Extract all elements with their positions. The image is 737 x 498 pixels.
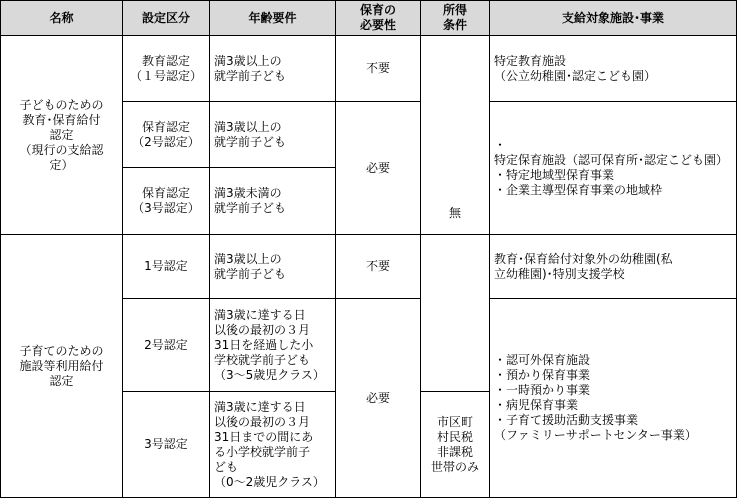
group2-row2-category: 2号認定 (144, 337, 188, 352)
group1-row1-category: 教育認定 （１号認定） (129, 53, 202, 83)
list-item: ・病児保育事業 (494, 398, 579, 412)
group2-row3-age: 満3歳に達する日 以後の最初の３月 31日までの間にあ る小学校就学前子 ども （0～2歳児クラス） (214, 399, 325, 489)
list-item: ・預かり保育事業 (494, 368, 591, 382)
group1-row3-age: 満3歳未満の 就学前子ども (214, 186, 287, 215)
group1-row3-category: 保育認定 （3号認定） (132, 186, 200, 215)
grid-line (335, 0, 336, 498)
grid-line (420, 0, 421, 498)
group1-need-rest: 必要 (365, 160, 390, 175)
header-name: 名称 (1, 1, 122, 35)
grid-line (122, 391, 336, 392)
group2-facility-rest (494, 299, 736, 497)
group1-facility-rest (494, 102, 736, 234)
group2-facility-first: 教育･保育給付対象外の幼稚園(私 立幼稚園)･特別支援学校 (494, 251, 673, 281)
grid-line (209, 0, 210, 498)
header-category: 設定区分 (123, 1, 209, 35)
grid-line (420, 391, 490, 392)
grid-line (489, 101, 737, 102)
list-item: ・子育て援助活動支援事業 （ファミリーサポートセンター事業） (494, 413, 697, 442)
grid-line (122, 0, 123, 498)
header-need: 保育の 必要性 (336, 1, 420, 35)
header-age: 年齢要件 (210, 1, 335, 35)
group1-facility-first: 特定教育施設 （公立幼稚園･認定こども園） (494, 53, 657, 83)
group2-row1-age: 満3歳以上の 就学前子ども (214, 251, 287, 281)
grid-line (489, 298, 737, 299)
grid-line (0, 234, 737, 235)
income-exempt: 市区町 村民税 非課税 世帯のみ (430, 414, 479, 474)
grid-line (0, 0, 737, 1)
list-item: ・企業主導型保育事業の地域枠 (494, 183, 663, 197)
group2-row1-category: 1号認定 (144, 259, 188, 273)
grid-line (122, 101, 421, 102)
header-facility: 支給対象施設･事業 (490, 1, 736, 35)
group2-facility-list (494, 353, 697, 443)
group1-row1-age: 満3歳以上の 就学前子ども (214, 53, 287, 83)
group1-need-first: 不要 (365, 61, 390, 75)
group2-row2-age: 満3歳に達する日 以後の最初の３月 31日を経過した小 学校就学前子ども （3～5歳児クラス） (214, 307, 325, 382)
grid-line (0, 0, 1, 498)
grid-line (122, 167, 336, 168)
group2-row3-category: 3号認定 (144, 437, 188, 451)
group2-name: 子育てのための 施設等利用給付 認定 (19, 343, 104, 388)
header-income: 所得 条件 (421, 1, 489, 35)
income-none: 無 (448, 206, 461, 220)
group1-row2-age: 満3歳以上の 就学前子ども (214, 119, 287, 149)
group2-need-first: 不要 (365, 259, 390, 273)
list-item: ・特定地域型保育事業 (494, 168, 615, 182)
group2-need-rest: 必要 (365, 390, 390, 405)
list-item: ・特定保育施設（認可保育所･認定こども園） (494, 138, 729, 167)
grid-line (489, 0, 490, 498)
group1-name: 子どものための 教育･保育給付 認定 （現行の支給認 定） (19, 97, 104, 172)
list-item: ・認可外保育施設 (494, 353, 591, 367)
list-item: ・一時預かり事業 (494, 383, 591, 397)
grid-line (122, 298, 421, 299)
group1-row2-category: 保育認定 （2号認定） (132, 119, 200, 149)
group1-facility-list (494, 138, 736, 198)
grid-line (0, 35, 737, 36)
